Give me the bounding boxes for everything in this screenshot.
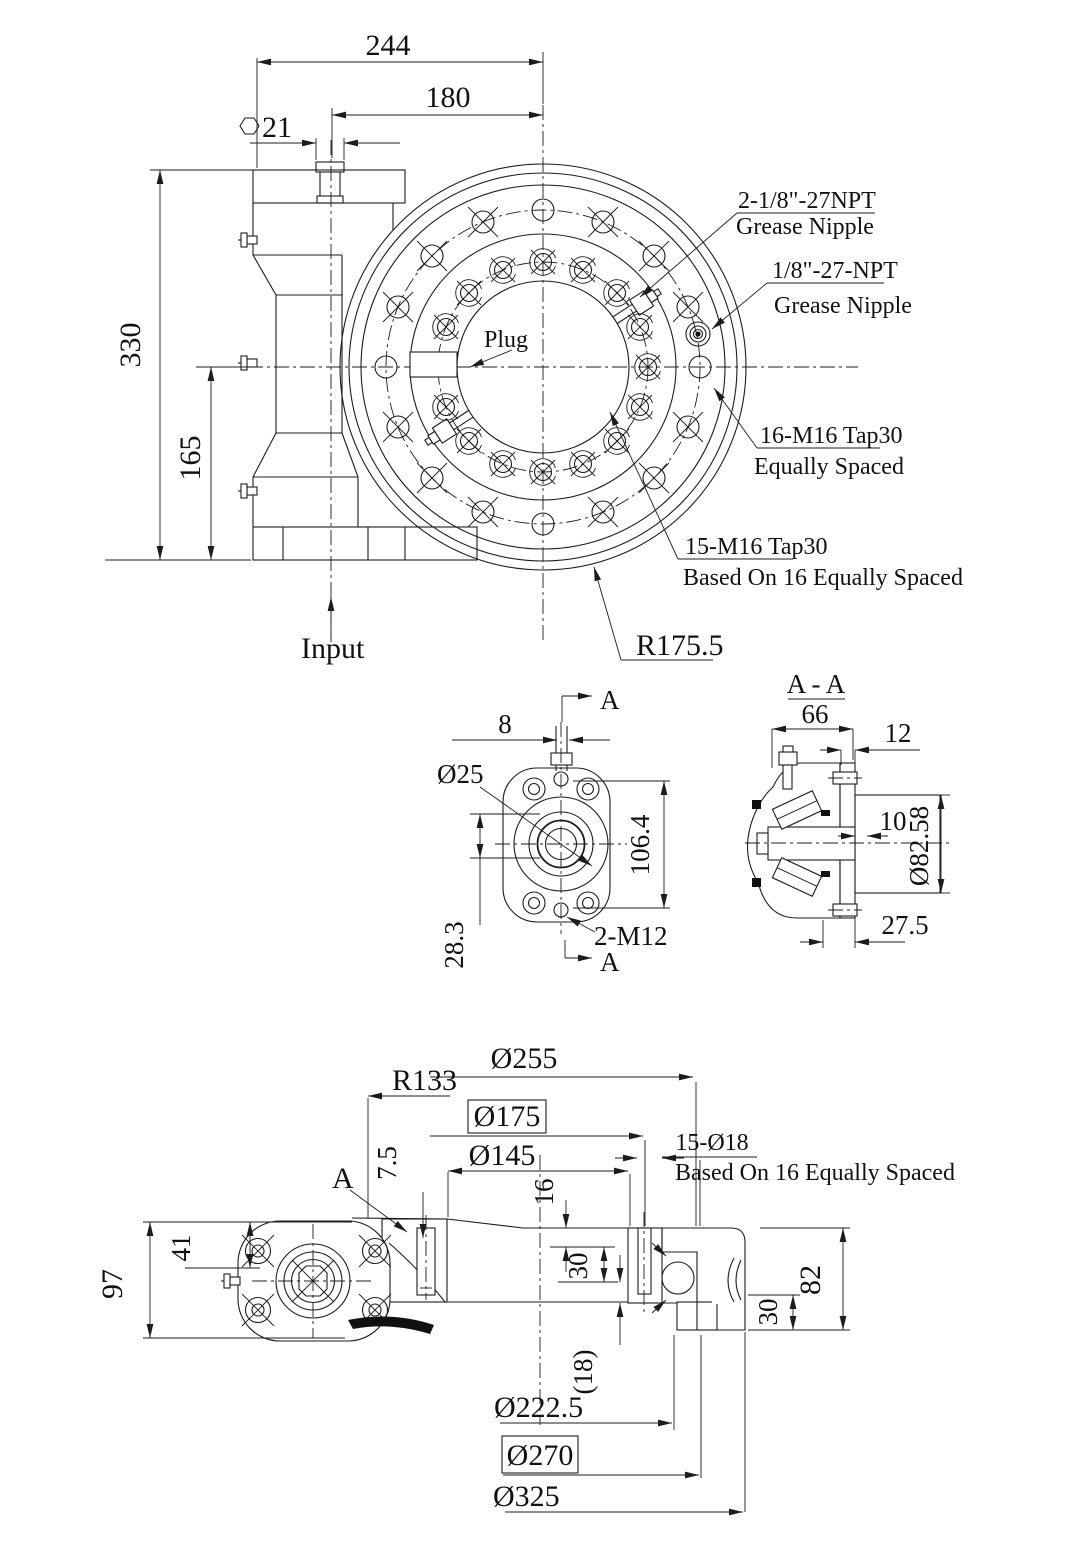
dim-d145: Ø145 [468,1139,536,1172]
section-aa-view [745,669,950,948]
dim-244: 244 [365,29,411,62]
note-npt2-line2: Grease Nipple [736,214,874,240]
dim-8: 8 [498,709,512,739]
cut-marker-a: A [332,1162,354,1195]
top-dimensions [105,52,713,660]
dim-97: 97 [96,1269,129,1299]
dim-82: 82 [794,1265,827,1295]
dim-30: 30 [563,1252,593,1280]
dim-21: 21 [262,111,292,144]
dim-66: 66 [801,699,829,729]
dim-180: 180 [425,81,471,114]
dim-d255: Ø255 [490,1042,558,1075]
dim-165: 165 [174,435,207,481]
note-npt1-line1: 1/8"-27-NPT [772,258,898,284]
dim-16: 16 [529,1178,559,1206]
dim-d2225: Ø222.5 [494,1391,584,1424]
dim-106: 106.4 [625,814,655,876]
note-tap16-line1: 16-M16 Tap30 [760,423,903,449]
section-marker-top: A [600,685,620,715]
ring-gear-circles [196,105,858,642]
dim-30b: 30 [753,1298,783,1326]
dim-2m12: 2-M12 [594,921,668,951]
dim-d25: Ø25 [437,759,484,789]
bottom-body [352,1155,850,1425]
dim-75: 7.5 [372,1146,402,1180]
grease-fitting-lower [422,406,476,450]
dim-10: 10 [879,806,907,836]
dim-41: 41 [166,1234,196,1262]
dim-r175: R175.5 [636,629,724,662]
section-marker-bottom: A [600,947,620,977]
input-flange-view [437,685,670,977]
note-npt1-line2: Grease Nipple [774,293,912,319]
note-tap15-line1: 15-M16 Tap30 [685,534,828,560]
note-15d18-line2: Based On 16 Equally Spaced [675,1160,955,1186]
dim-275: 27.5 [881,910,929,940]
dim-r133: R133 [392,1064,458,1097]
top-view [105,29,963,665]
note-tap15-line2: Based On 16 Equally Spaced [683,565,963,591]
plug-label: Plug [484,327,529,353]
note-15d18-line1: 15-Ø18 [675,1130,749,1156]
dim-18: (18) [568,1349,598,1395]
dim-d325: Ø325 [493,1480,560,1513]
dim-d175: Ø175 [473,1100,541,1133]
plug [410,350,512,377]
note-npt2-line1: 2-1/8"-27NPT [738,188,876,214]
dim-330: 330 [114,322,147,368]
grease-nipple [686,322,710,346]
dim-12: 12 [884,718,912,748]
input-label: Input [301,632,365,665]
flange-outline [495,722,627,934]
section-title: A - A [786,669,846,699]
bottom-view [96,1042,955,1513]
dim-d8258: Ø82.58 [904,805,934,887]
dim-d270: Ø270 [506,1439,574,1472]
note-tap16-line2: Equally Spaced [754,454,904,480]
dim-283: 28.3 [439,921,469,969]
